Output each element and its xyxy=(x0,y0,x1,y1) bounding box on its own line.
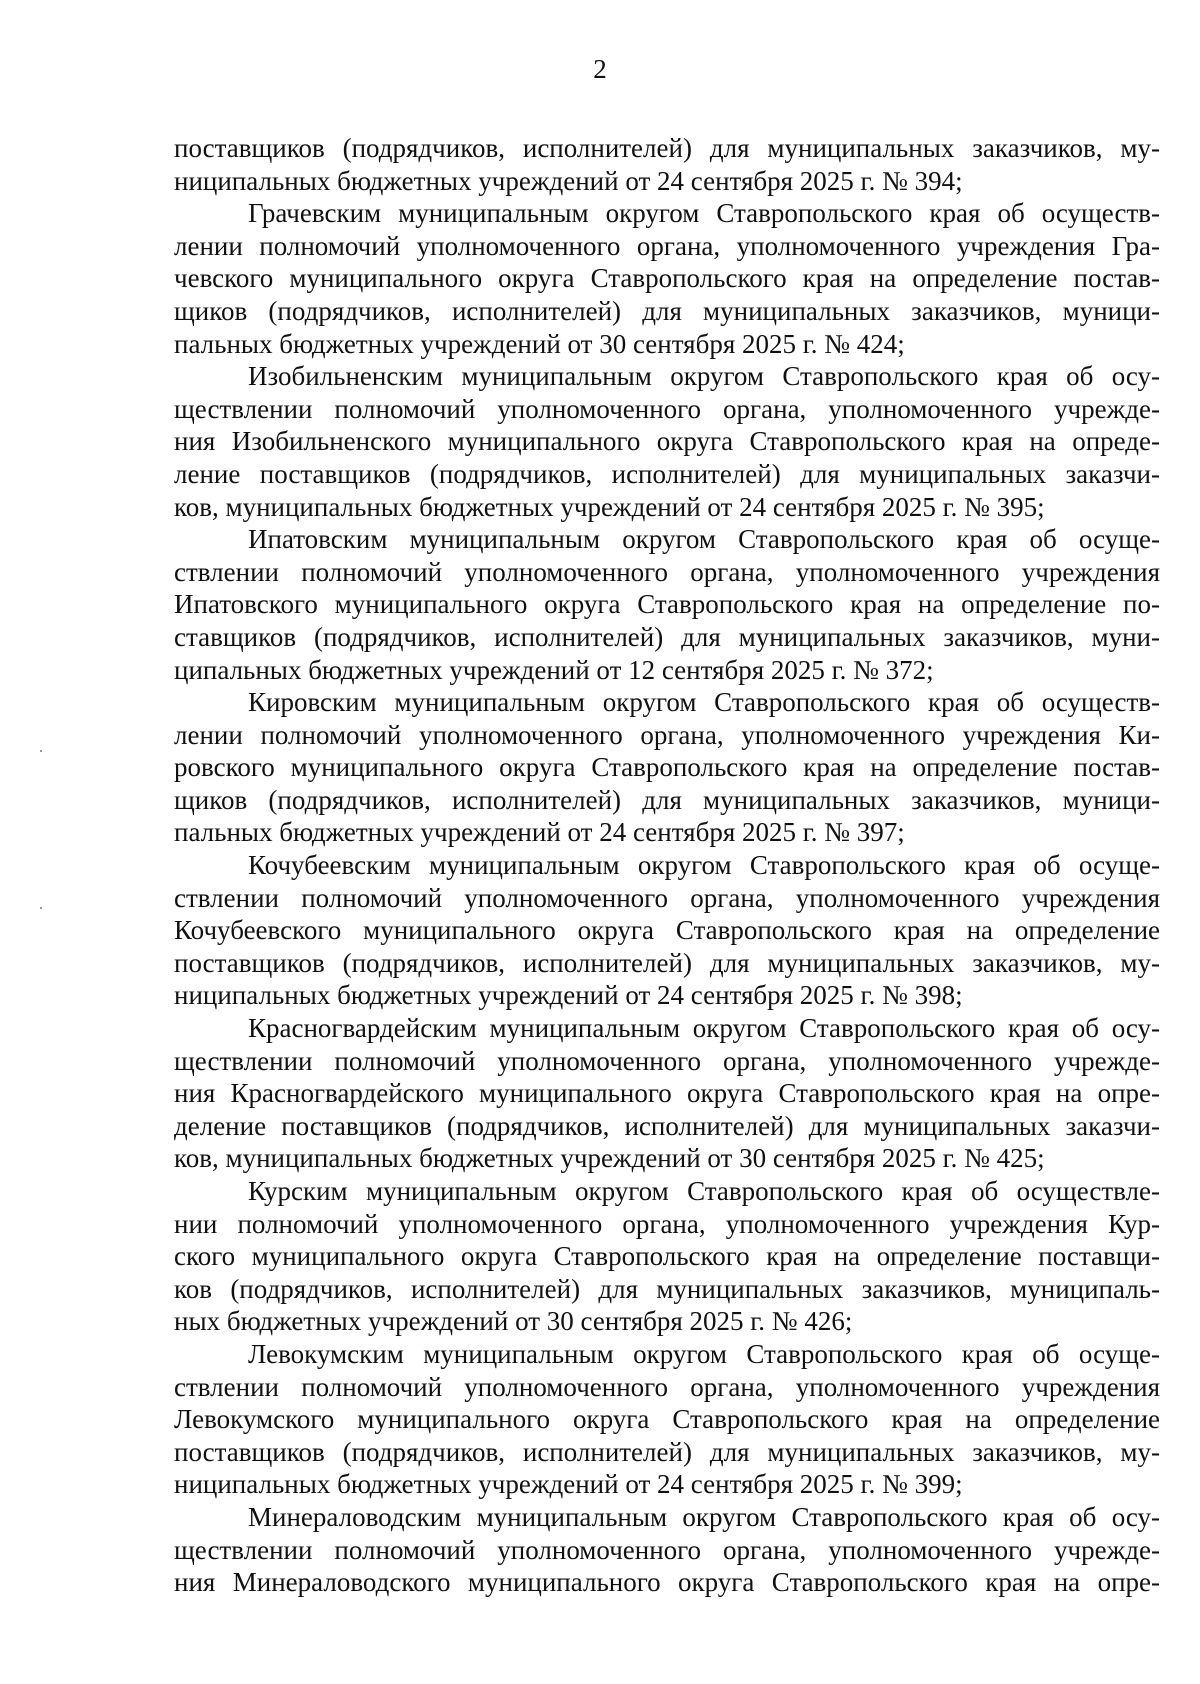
text-line: Ипатовским муниципальным округом Ставропольского края об осуще- xyxy=(248,524,1160,555)
paragraph-grachevsky xyxy=(174,197,1160,360)
text-line: Курским муниципальным округом Ставропольского края об осуществле- xyxy=(248,1176,1160,1206)
text-line: Грачевским муниципальным округом Ставропольского края об осуществ- xyxy=(248,198,1160,229)
paragraph-izobilnensky xyxy=(174,360,1160,523)
text-line: Кочубеевского муниципального округа Ставропольского края на определение xyxy=(174,915,1160,946)
text-line: ществлении полномочий уполномоченного органа, уполномоченного учрежде- xyxy=(174,393,1160,424)
text-line: лении полномочий уполномоченного органа, уполномоченного учреждения Гра- xyxy=(174,230,1160,261)
text-line: нии полномочий уполномоченного органа, уполномоченного учреждения Кур- xyxy=(174,1208,1160,1239)
page-number: 2 xyxy=(593,54,607,84)
paragraph-kursky xyxy=(174,1175,1160,1338)
paragraph-krasnogvardeysky xyxy=(174,1012,1160,1175)
text-line: ление поставщиков (подрядчиков, исполнителей) для муниципальных заказчи- xyxy=(174,458,1160,489)
text-line: щиков (подрядчиков, исполнителей) для муниципальных заказчиков, муници- xyxy=(174,295,1160,326)
text-line: ществлении полномочий уполномоченного органа, уполномоченного учрежде- xyxy=(174,1045,1160,1076)
text-line: Левокумским муниципальным округом Ставропольского края об осуще- xyxy=(248,1338,1160,1369)
text-line: лении полномочий уполномоченного органа, уполномоченного учреждения Ки- xyxy=(174,719,1160,750)
text-line: поставщиков (подрядчиков, исполнителей) для муниципальных заказчиков, му- xyxy=(174,1436,1160,1467)
scan-speck xyxy=(40,907,42,909)
text-line: ствлении полномочий уполномоченного органа, уполномоченного учреждения xyxy=(174,1371,1160,1402)
text-line: поставщиков (подрядчиков, исполнителей) для муниципальных заказчиков, му- xyxy=(174,133,1160,163)
text-line: ствлении полномочий уполномоченного органа, уполномоченного учреждения xyxy=(174,556,1160,587)
text-line: ского муниципального округа Ставропольского края на определение поставщи- xyxy=(174,1241,1160,1272)
text-line: ниципальных бюджетных учреждений от 24 сентября 2025 г. № 399; xyxy=(174,1469,963,1500)
text-line: Минераловодским муниципальным округом Ставропольского края об осу- xyxy=(248,1501,1160,1532)
text-line: ровского муниципального округа Ставропольского края на определение постав- xyxy=(174,752,1160,783)
paragraph-ipatovsky xyxy=(174,523,1160,686)
text-line: ниципальных бюджетных учреждений от 24 сентября 2025 г. № 398; xyxy=(174,980,963,1011)
text-line: Красногвардейским муниципальным округом Ставропольского края об осу- xyxy=(248,1013,1160,1044)
paragraph-mineralovodsky xyxy=(174,1501,1160,1599)
text-line: ствлении полномочий уполномоченного органа, уполномоченного учреждения xyxy=(174,882,1160,913)
text-line: пальных бюджетных учреждений от 24 сентября 2025 г. № 397; xyxy=(174,817,905,848)
text-line: ниципальных бюджетных учреждений от 24 сентября 2025 г. № 394; xyxy=(174,165,963,196)
text-line: ществлении полномочий уполномоченного органа, уполномоченного учрежде- xyxy=(174,1534,1160,1565)
text-line: деление поставщиков (подрядчиков, исполнителей) для муниципальных заказчи- xyxy=(174,1110,1160,1141)
text-line: поставщиков (подрядчиков, исполнителей) для муниципальных заказчиков, му- xyxy=(174,947,1160,978)
scan-speck xyxy=(40,750,42,752)
text-line: Изобильненским муниципальным округом Ставропольского края об осу- xyxy=(248,361,1160,392)
text-line: Ипатовского муниципального округа Ставропольского края на определение по- xyxy=(174,589,1160,620)
text-line: щиков (подрядчиков, исполнителей) для муниципальных заказчиков, муници- xyxy=(174,784,1160,815)
text-line: Кировским муниципальным округом Ставропольского края об осуществ- xyxy=(248,687,1160,718)
text-line: ципальных бюджетных учреждений от 12 сентября 2025 г. № 372; xyxy=(174,654,934,685)
text-line: чевского муниципального округа Ставропольского края на определение постав- xyxy=(174,263,1160,294)
text-line: ных бюджетных учреждений от 30 сентября 2025 г. № 426; xyxy=(174,1306,853,1337)
paragraph-levokumsky xyxy=(174,1338,1160,1501)
text-line: ков, муниципальных бюджетных учреждений от 30 сентября 2025 г. № 425; xyxy=(174,1143,1045,1174)
paragraph-kirovsky xyxy=(174,686,1160,849)
text-line: пальных бюджетных учреждений от 30 сентября 2025 г. № 424; xyxy=(174,328,905,359)
text-line: ставщиков (подрядчиков, исполнителей) для муниципальных заказчиков, муни- xyxy=(174,621,1160,652)
text-line: Кочубеевским муниципальным округом Ставропольского края об осуще- xyxy=(248,850,1160,881)
text-line: ков (подрядчиков, исполнителей) для муниципальных заказчиков, муниципаль- xyxy=(174,1273,1160,1304)
document-body xyxy=(174,132,1160,1599)
text-line: ния Красногвардейского муниципального округа Ставропольского края на опре- xyxy=(174,1078,1160,1109)
paragraph-continuation xyxy=(174,132,1160,197)
text-line: ния Изобильненского муниципального округа Ставропольского края на опреде- xyxy=(174,426,1160,457)
text-line: ков, муниципальных бюджетных учреждений от 24 сентября 2025 г. № 395; xyxy=(174,491,1045,522)
paragraph-kochubeevsky xyxy=(174,849,1160,1012)
text-line: Левокумского муниципального округа Ставропольского края на определение xyxy=(174,1404,1160,1435)
text-line: ния Минераловодского муниципального округа Ставропольского края на опре- xyxy=(174,1567,1160,1598)
